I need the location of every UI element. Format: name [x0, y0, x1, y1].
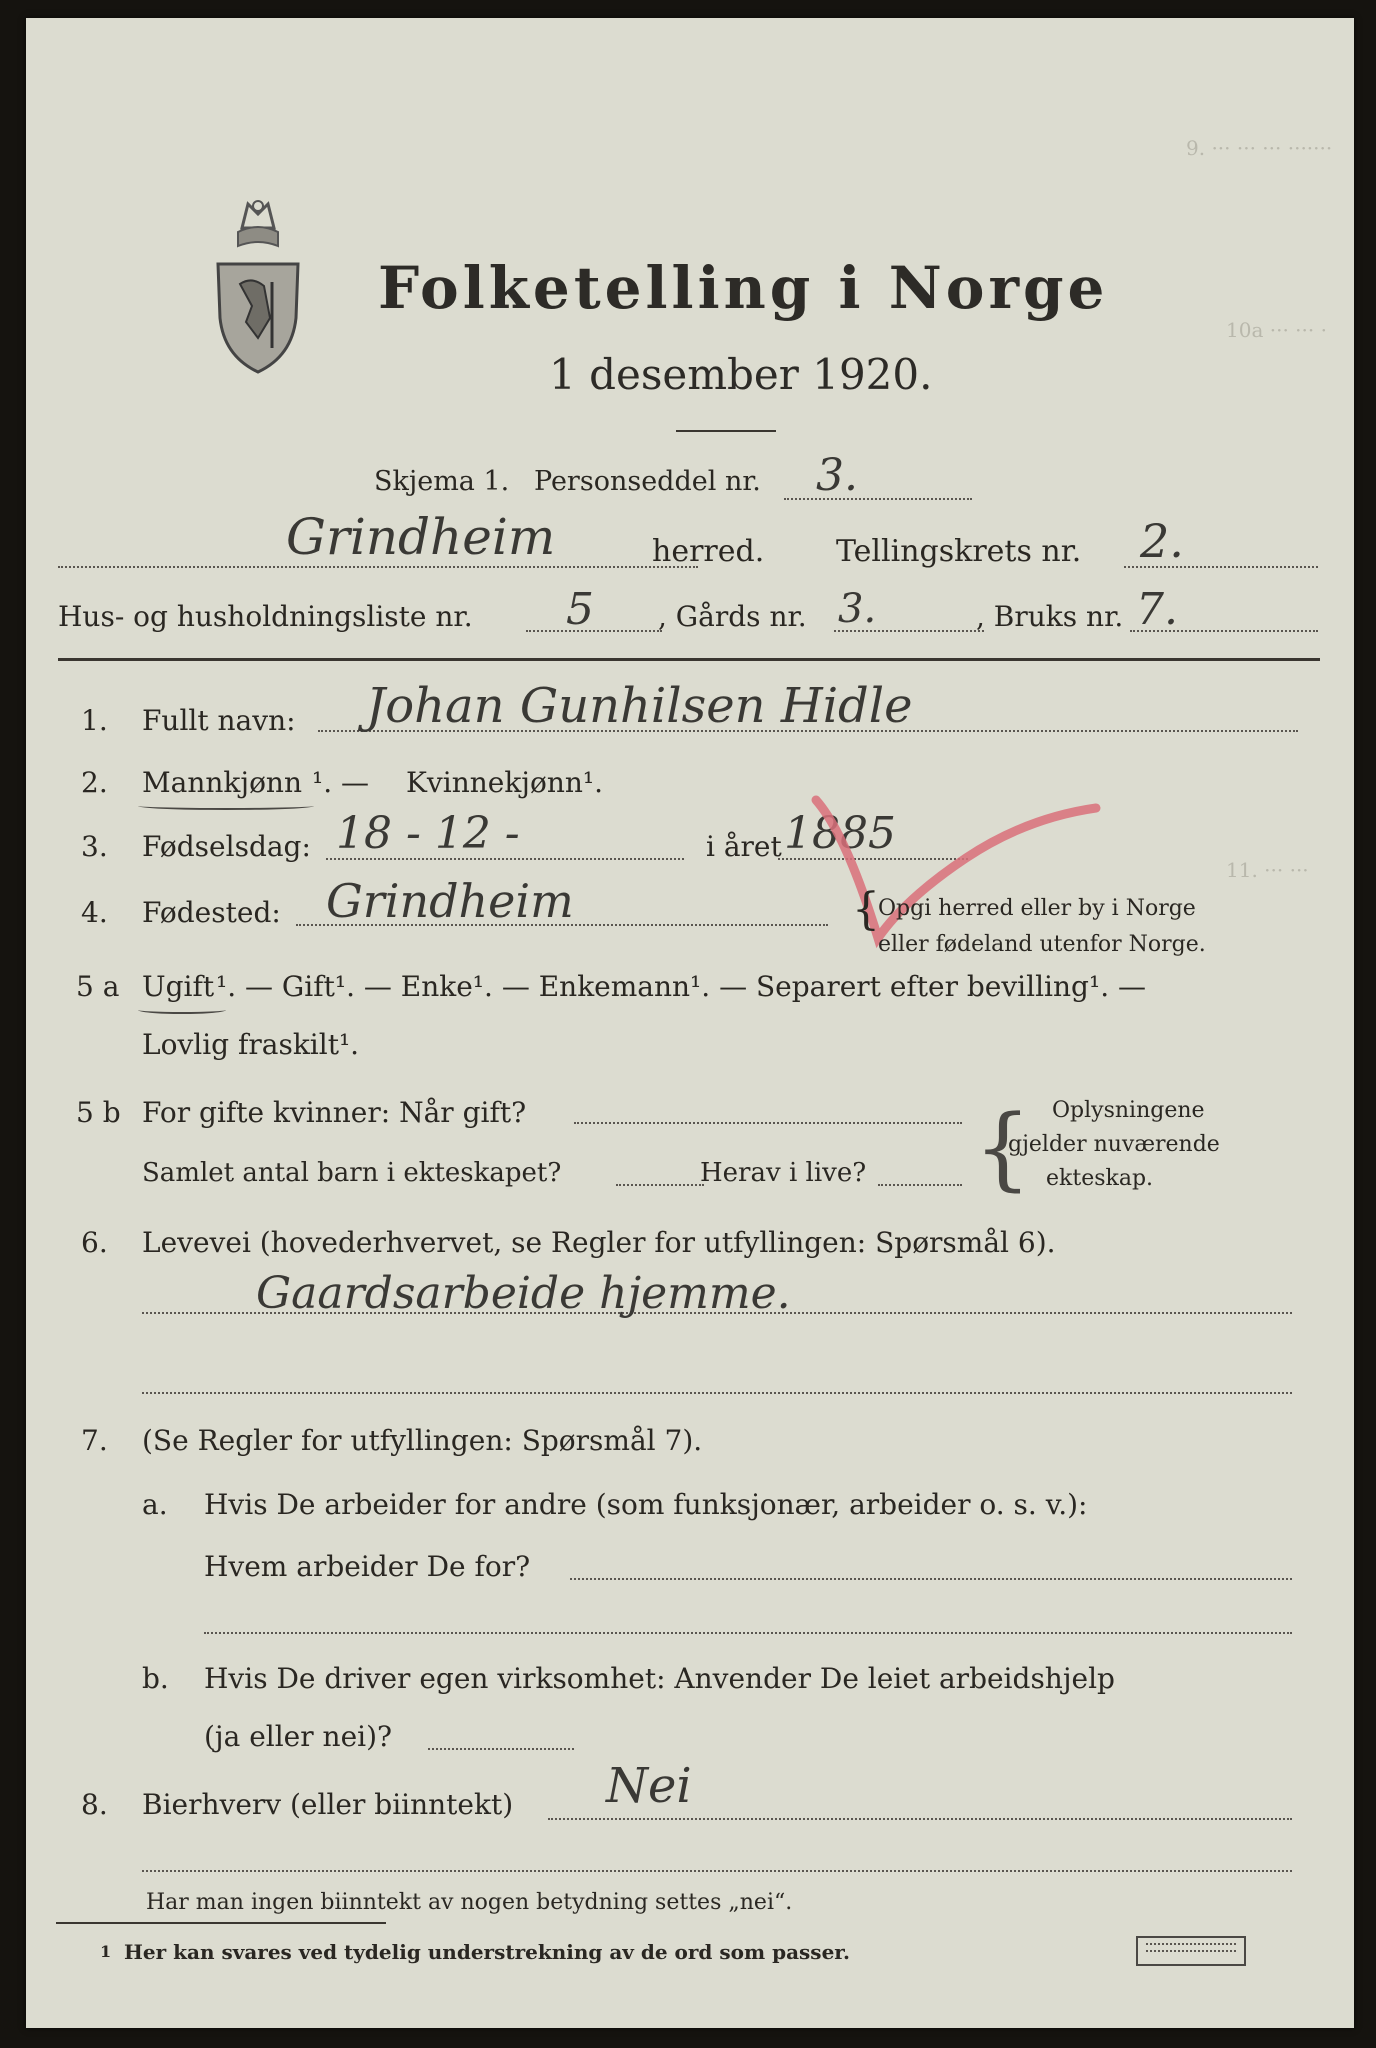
q8-label: Bierhverv (eller biinntekt): [142, 1788, 514, 1821]
q5b-note-line1: Oplysningene: [1052, 1098, 1205, 1123]
q7a-line1: Hvis De arbeider for andre (som funksjonær, arbeider o. s. v.):: [204, 1488, 1088, 1521]
form-title: Folketelling i Norge: [378, 254, 1109, 322]
bleed-through-text: 9. ··· ··· ··· ·······: [1186, 136, 1333, 160]
personseddel-label: Personseddel nr.: [534, 466, 761, 497]
gards-label: , Gårds nr.: [658, 600, 807, 633]
herred-value[interactable]: Grindheim: [286, 508, 556, 566]
q2-separator: ¹. —: [312, 766, 370, 799]
q1-answer-full-name[interactable]: Johan Gunhilsen Hidle: [366, 678, 913, 734]
printer-stamp: [1136, 1936, 1246, 1966]
q5b-note-line3: ekteskap.: [1046, 1166, 1154, 1191]
census-form-sheet: [26, 18, 1354, 2028]
bruks-value[interactable]: 7.: [1136, 584, 1178, 635]
husliste-label: Hus- og husholdningsliste nr.: [58, 600, 473, 633]
q6-number: 6.: [81, 1226, 108, 1259]
q4-label: Fødested:: [142, 896, 281, 929]
q7b-answer-line: [428, 1748, 574, 1750]
q5b-label1: For gifte kvinner: Når gift?: [142, 1096, 527, 1129]
q7a-line2: Hvem arbeider De for?: [204, 1550, 531, 1583]
herred-label: herred.: [652, 534, 765, 569]
q7a-answer-line1: [570, 1578, 1292, 1580]
skjema-label: Skjema 1.: [374, 466, 510, 497]
q5b-line1: [574, 1122, 962, 1124]
q3-birthdate[interactable]: 18 - 12 -: [336, 808, 520, 859]
header-divider: [58, 658, 1320, 661]
husliste-line: [526, 630, 662, 632]
q3-label: Fødselsdag:: [142, 830, 311, 863]
q8-line1: [548, 1818, 1292, 1820]
q4-brace: {: [852, 884, 880, 935]
q2-number: 2.: [81, 766, 108, 799]
q5a-line2: Lovlig fraskilt¹.: [142, 1028, 360, 1061]
footnote-rule: [56, 1922, 386, 1924]
footnote-text: Her kan svares ved tydelig understrekning av de ord som passer.: [124, 1940, 850, 1964]
personseddel-line: [784, 498, 972, 500]
q5a-number: 5 a: [76, 970, 120, 1003]
q5a-ugift: Ugift: [142, 970, 215, 1003]
q5b-number: 5 b: [76, 1096, 121, 1129]
q4-birthplace[interactable]: Grindheim: [326, 874, 574, 928]
q5b-label3: Herav i live?: [700, 1158, 867, 1188]
q5b-label2: Samlet antal barn i ekteskapet?: [142, 1158, 562, 1188]
coat-of-arms-icon: [212, 198, 304, 376]
q1-label: Fullt navn:: [142, 704, 296, 737]
bleed-through-text: 10a ··· ··· ·: [1226, 318, 1327, 342]
q8-line2: [142, 1870, 1292, 1872]
q7-number: 7.: [81, 1424, 108, 1457]
q7b-letter: b.: [142, 1662, 169, 1695]
husliste-value[interactable]: 5: [566, 584, 594, 635]
q6-line2: [142, 1392, 1292, 1394]
q5a-ugift-underline: [138, 1006, 226, 1014]
q7b-line2: (ja eller nei)?: [204, 1720, 393, 1753]
bruks-label: , Bruks nr.: [976, 600, 1124, 633]
footnote-mark: 1: [100, 1942, 112, 1961]
q7-label: (Se Regler for utfyllingen: Spørsmål 7).: [142, 1424, 703, 1457]
q2-female: Kvinnekjønn¹.: [406, 766, 604, 799]
q6-label: Levevei (hovederhvervet, se Regler for utfyllingen: Spørsmål 6).: [142, 1226, 1056, 1259]
q2-male: Mannkjønn: [142, 766, 303, 799]
q4-number: 4.: [81, 896, 108, 929]
q6-occupation[interactable]: Gaardsarbeide hjemme.: [256, 1268, 791, 1319]
herred-line: [58, 566, 698, 568]
q4-note-line2: eller fødeland utenfor Norge.: [878, 932, 1206, 957]
q3-number: 3.: [81, 830, 108, 863]
q2-male-underline: [138, 802, 314, 810]
q5b-note-line2: gjelder nuværende: [1008, 1132, 1220, 1157]
tellingskrets-value[interactable]: 2.: [1140, 514, 1184, 568]
q3-birth-year[interactable]: 1885: [784, 808, 896, 859]
q7b-line1: Hvis De driver egen virksomhet: Anvender De leiet arbeidshjelp: [204, 1662, 1115, 1695]
q5b-line3: [878, 1184, 962, 1186]
q7a-answer-line2: [204, 1632, 1292, 1634]
personseddel-value[interactable]: 3.: [816, 450, 858, 501]
title-divider: [676, 430, 776, 432]
q5a-options: ¹. — Gift¹. — Enke¹. — Enkemann¹. — Separert efter bevilling¹. —: [216, 970, 1146, 1003]
q5b-line2: [616, 1184, 704, 1186]
bleed-through-text: 11. ··· ···: [1226, 858, 1309, 882]
q1-number: 1.: [81, 704, 108, 737]
footer-note: Har man ingen biinntekt av nogen betydning settes „nei“.: [146, 1890, 793, 1915]
q4-note-line1: Opgi herred eller by i Norge: [878, 896, 1196, 921]
tellingskrets-label: Tellingskrets nr.: [836, 534, 1082, 569]
q8-answer[interactable]: Nei: [606, 1758, 692, 1814]
q7a-letter: a.: [142, 1488, 168, 1521]
q5b-brace: {: [974, 1096, 1032, 1201]
q8-number: 8.: [81, 1788, 108, 1821]
gards-value[interactable]: 3.: [838, 586, 877, 632]
census-date: 1 desember 1920.: [549, 350, 933, 399]
red-check-mark: [806, 788, 1106, 988]
q3-year-label: i året: [706, 830, 782, 863]
